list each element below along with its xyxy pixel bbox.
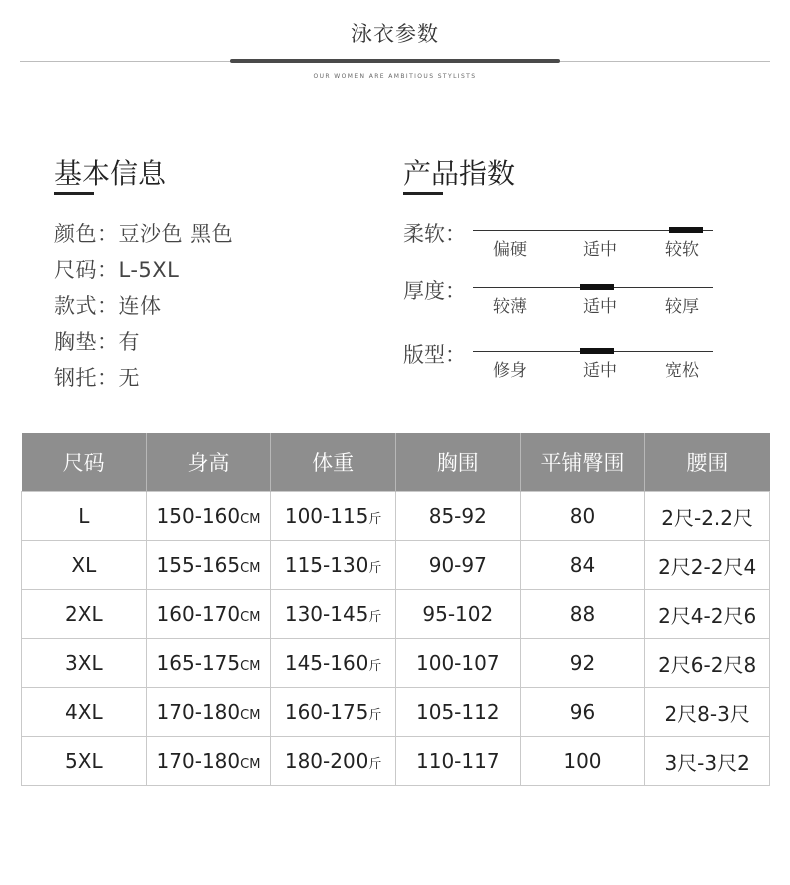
page-title: 泳衣参数 [351, 22, 439, 46]
info-style: 款式：连体 [54, 294, 162, 318]
table-row [22, 639, 770, 688]
unit-label: 斤 [368, 659, 382, 674]
unit-label: CM [240, 757, 261, 772]
unit-label: 斤 [368, 610, 382, 625]
index-selected-marker [669, 227, 703, 233]
product-index-title: 产品指数 [403, 157, 516, 190]
table-cell: 88 [520, 590, 645, 639]
table-cell: 115-130斤 [271, 541, 396, 590]
basic-info-title: 基本信息 [54, 157, 167, 190]
col-header-weight: 体重 [271, 433, 396, 492]
table-cell: 165-175CM [146, 639, 271, 688]
unit-label: CM [240, 561, 261, 576]
table-cell: 100-107 [395, 639, 520, 688]
col-header-hip: 平铺臀围 [520, 433, 645, 492]
header-divider-accent [230, 59, 560, 63]
unit-label: 斤 [368, 561, 382, 576]
info-color: 颜色：豆沙色 黑色 [54, 222, 234, 246]
unit-label: CM [240, 512, 261, 527]
index-tick-label: 修身 [493, 361, 527, 381]
table-cell: 92 [520, 639, 645, 688]
basic-info-underline [54, 192, 94, 195]
table-row [22, 688, 770, 737]
table-cell: 3尺-3尺2 [645, 737, 770, 786]
table-cell: 2尺-2.2尺 [645, 492, 770, 541]
table-cell: 155-165CM [146, 541, 271, 590]
unit-label: 斤 [368, 757, 382, 772]
unit-label: CM [240, 610, 261, 625]
table-cell: L [22, 492, 147, 541]
table-cell: 2尺2-2尺4 [645, 541, 770, 590]
table-cell: 110-117 [395, 737, 520, 786]
table-cell: 100-115斤 [271, 492, 396, 541]
info-size: 尺码：L-5XL [54, 258, 180, 282]
index-selected-marker [580, 284, 614, 290]
unit-label: CM [240, 659, 261, 674]
product-index-underline [403, 192, 443, 195]
table-cell: 130-145斤 [271, 590, 396, 639]
col-header-size: 尺码 [22, 433, 147, 492]
index-label: 厚度： [403, 279, 466, 303]
table-cell: 95-102 [395, 590, 520, 639]
info-underwire: 钢托：无 [54, 366, 140, 390]
table-row [22, 590, 770, 639]
table-cell: 90-97 [395, 541, 520, 590]
index-tick-label: 较薄 [493, 297, 527, 317]
table-cell: XL [22, 541, 147, 590]
table-cell: 96 [520, 688, 645, 737]
index-tick-label: 较软 [665, 240, 699, 260]
info-padding: 胸垫：有 [54, 330, 140, 354]
table-cell: 180-200斤 [271, 737, 396, 786]
table-cell: 105-112 [395, 688, 520, 737]
col-header-bust: 胸围 [395, 433, 520, 492]
table-cell: 160-175斤 [271, 688, 396, 737]
table-cell: 150-160CM [146, 492, 271, 541]
index-tick-label: 偏硬 [493, 240, 527, 260]
unit-label: 斤 [368, 708, 382, 723]
table-cell: 80 [520, 492, 645, 541]
table-cell: 3XL [22, 639, 147, 688]
table-cell: 2尺4-2尺6 [645, 590, 770, 639]
index-selected-marker [580, 348, 614, 354]
index-label: 版型： [403, 343, 466, 367]
table-cell: 160-170CM [146, 590, 271, 639]
table-cell: 5XL [22, 737, 147, 786]
col-header-height: 身高 [146, 433, 271, 492]
table-row [22, 737, 770, 786]
table-cell: 2尺8-3尺 [645, 688, 770, 737]
unit-label: 斤 [368, 512, 382, 527]
table-cell: 2尺6-2尺8 [645, 639, 770, 688]
unit-label: CM [240, 708, 261, 723]
size-table [21, 433, 770, 786]
table-cell: 100 [520, 737, 645, 786]
index-tick-label: 适中 [583, 297, 617, 317]
col-header-waist: 腰围 [645, 433, 770, 492]
table-cell: 84 [520, 541, 645, 590]
index-tick-label: 宽松 [665, 361, 699, 381]
table-cell: 4XL [22, 688, 147, 737]
index-tick-label: 较厚 [665, 297, 699, 317]
table-header-row [22, 433, 770, 492]
table-cell: 145-160斤 [271, 639, 396, 688]
table-cell: 170-180CM [146, 688, 271, 737]
table-row [22, 492, 770, 541]
table-cell: 85-92 [395, 492, 520, 541]
table-cell: 170-180CM [146, 737, 271, 786]
table-cell: 2XL [22, 590, 147, 639]
index-tick-label: 适中 [583, 240, 617, 260]
index-label: 柔软： [403, 222, 466, 246]
page-subtitle: OUR WOMEN ARE AMBITIOUS STYLISTS [313, 73, 477, 80]
table-row [22, 541, 770, 590]
index-tick-label: 适中 [583, 361, 617, 381]
